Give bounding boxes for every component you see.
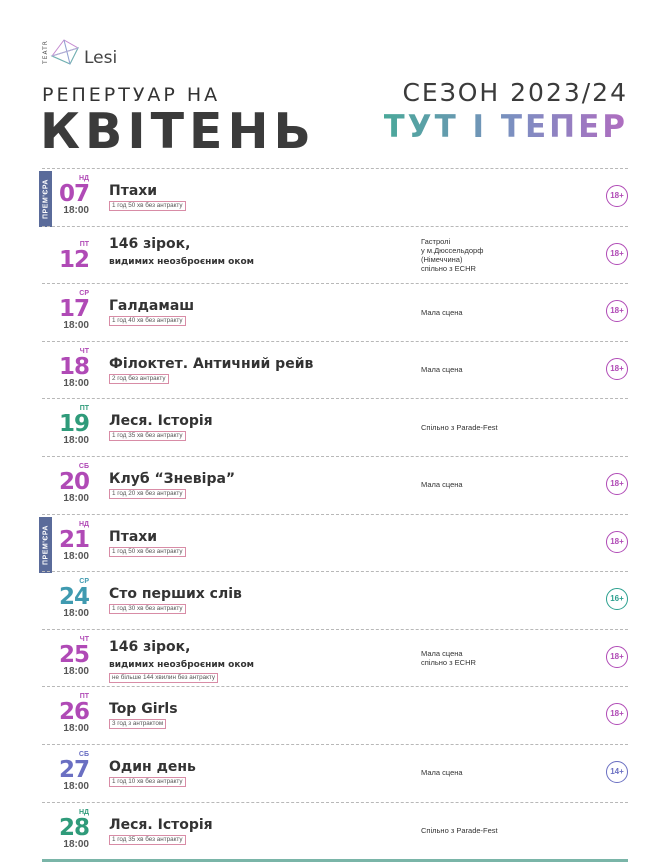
schedule-list [42,168,628,862]
event-date [57,290,89,331]
event-duration: 1 год 35 хв без антракту [109,835,186,845]
event-date [57,348,89,389]
schedule-row [42,168,628,226]
season-label: СЕЗОН 2023/24 [402,78,628,107]
theatre-logo [42,34,122,72]
age-rating-badge: 14+ [606,761,628,783]
logo-mark-icon [48,36,82,66]
age-rating-badge: 18+ [606,473,628,495]
event-time: 18:00 [63,608,89,620]
event-weekday: ПТ [79,240,89,248]
schedule-row [42,456,628,514]
event-weekday: СБ [78,462,89,470]
event-title: 146 зірок, [109,235,191,252]
event-date [57,809,89,850]
event-weekday: ПТ [79,405,89,413]
event-duration: 1 год 10 хв без антракту [109,777,186,787]
event-title: Леся. Історія [109,413,213,430]
event-time: 18:00 [63,838,89,850]
age-rating-badge: 18+ [606,358,628,380]
event-day: 27 [58,756,89,783]
event-day: 24 [58,584,89,611]
event-duration: 1 год 50 хв без антракту [109,201,186,211]
schedule-row [42,341,628,399]
event-time: 18:00 [63,205,89,216]
event-title: Філоктет. Античний рейв [109,355,314,372]
event-weekday: НД [78,520,89,528]
age-rating-badge: 18+ [606,646,628,668]
schedule-row [42,744,628,802]
event-weekday: СР [79,578,89,586]
event-day: 25 [58,641,89,668]
event-date [57,751,89,792]
schedule-row [42,398,628,456]
event-day: 17 [58,296,89,323]
event-time: 18:00 [63,550,89,562]
event-date [57,405,89,446]
event-title: 146 зірок, [109,638,191,655]
event-title: Птахи [109,528,158,545]
schedule-row [42,226,628,284]
event-time: 18:00 [63,723,89,735]
event-weekday: СР [79,290,89,298]
event-title: Один день [109,758,196,775]
event-day: 20 [58,468,89,495]
event-date [57,463,89,504]
age-rating-badge: 16+ [606,588,628,610]
event-time: 18:00 [63,435,89,447]
event-weekday: ПТ [79,693,89,701]
event-day: 19 [58,411,89,438]
event-venue-note: Мала сцена [421,365,463,375]
event-weekday: НД [78,175,89,182]
event-title: Птахи [109,183,158,199]
event-venue-note: Спільно з Parade-Fest [421,422,498,432]
logo-teatr-text: TEATR [42,40,49,64]
event-day: 18 [58,353,89,380]
event-weekday: ЧТ [79,635,89,643]
age-rating-badge: 18+ [606,703,628,725]
season-motto: ТУТ І ТЕПЕР [383,109,628,145]
event-time: 18:00 [63,665,89,677]
age-rating-badge: 18+ [606,185,628,207]
event-time: 18:00 [63,780,89,792]
event-weekday: ЧТ [79,347,89,355]
event-title: Леся. Історія [109,816,213,833]
event-venue-note: Гастролі у м.Дюссельдорф (Німеччина) спільно з ECHR [421,236,484,273]
schedule-row [42,571,628,629]
logo-name: Lesi [84,48,118,68]
event-day: 28 [58,814,89,841]
event-venue-note: Мала сцена [421,768,463,778]
event-venue-note: Мала сцена [421,480,463,490]
event-duration: 2 год без антракту [109,374,169,384]
age-rating-badge: 18+ [606,531,628,553]
schedule-row [42,686,628,744]
age-rating-badge: 18+ [606,300,628,322]
event-subtitle: видимих неозброєним оком [109,659,255,670]
event-title: Клуб “Зневіра” [109,470,236,487]
event-date [57,693,89,734]
event-title: Галдамаш [109,298,195,315]
schedule-row [42,514,628,572]
event-day: 21 [58,526,89,553]
event-date [57,636,89,677]
event-time: 18:00 [63,377,89,389]
event-venue-note: Спільно з Parade-Fest [421,826,498,836]
event-day: 07 [58,181,89,207]
premiere-tag [39,517,52,573]
event-time: 18:00 [63,320,89,332]
premiere-tag [39,171,52,227]
schedule-row [42,802,628,863]
event-venue-note: Мала сцена спільно з ECHR [421,648,476,667]
age-rating-badge: 18+ [606,243,628,265]
event-day: 12 [58,246,89,273]
event-duration: 1 год 30 хв без антракту [109,604,186,614]
event-day: 26 [58,699,89,726]
event-duration: не більше 144 хвилин без антракту [109,673,218,683]
event-duration: 3 год з антрактом [109,719,166,729]
schedule-row [42,283,628,341]
event-date [57,241,89,271]
event-date [57,521,89,562]
event-date [57,578,89,619]
premiere-label: ПРЕМ'ЄРА [42,524,49,565]
event-duration: 1 год 20 хв без антракту [109,489,186,499]
event-weekday: СБ [78,750,89,758]
event-subtitle: видимих неозброєним оком [109,256,255,267]
event-venue-note: Мала сцена [421,307,463,317]
premiere-label: ПРЕМ'ЄРА [42,179,49,219]
repertoire-label: РЕПЕРТУАР НА [42,84,221,106]
event-time: 18:00 [63,492,89,504]
event-duration: 1 год 40 хв без антракту [109,316,186,326]
event-duration: 1 год 50 хв без антракту [109,547,186,557]
event-date [57,175,89,216]
event-title: Top Girls [109,701,178,718]
schedule-row [42,629,628,687]
event-duration: 1 год 35 хв без антракту [109,431,186,441]
month-title: КВІТЕНЬ [40,103,316,160]
event-weekday: НД [78,808,89,816]
event-title: Сто перших слів [109,586,242,603]
